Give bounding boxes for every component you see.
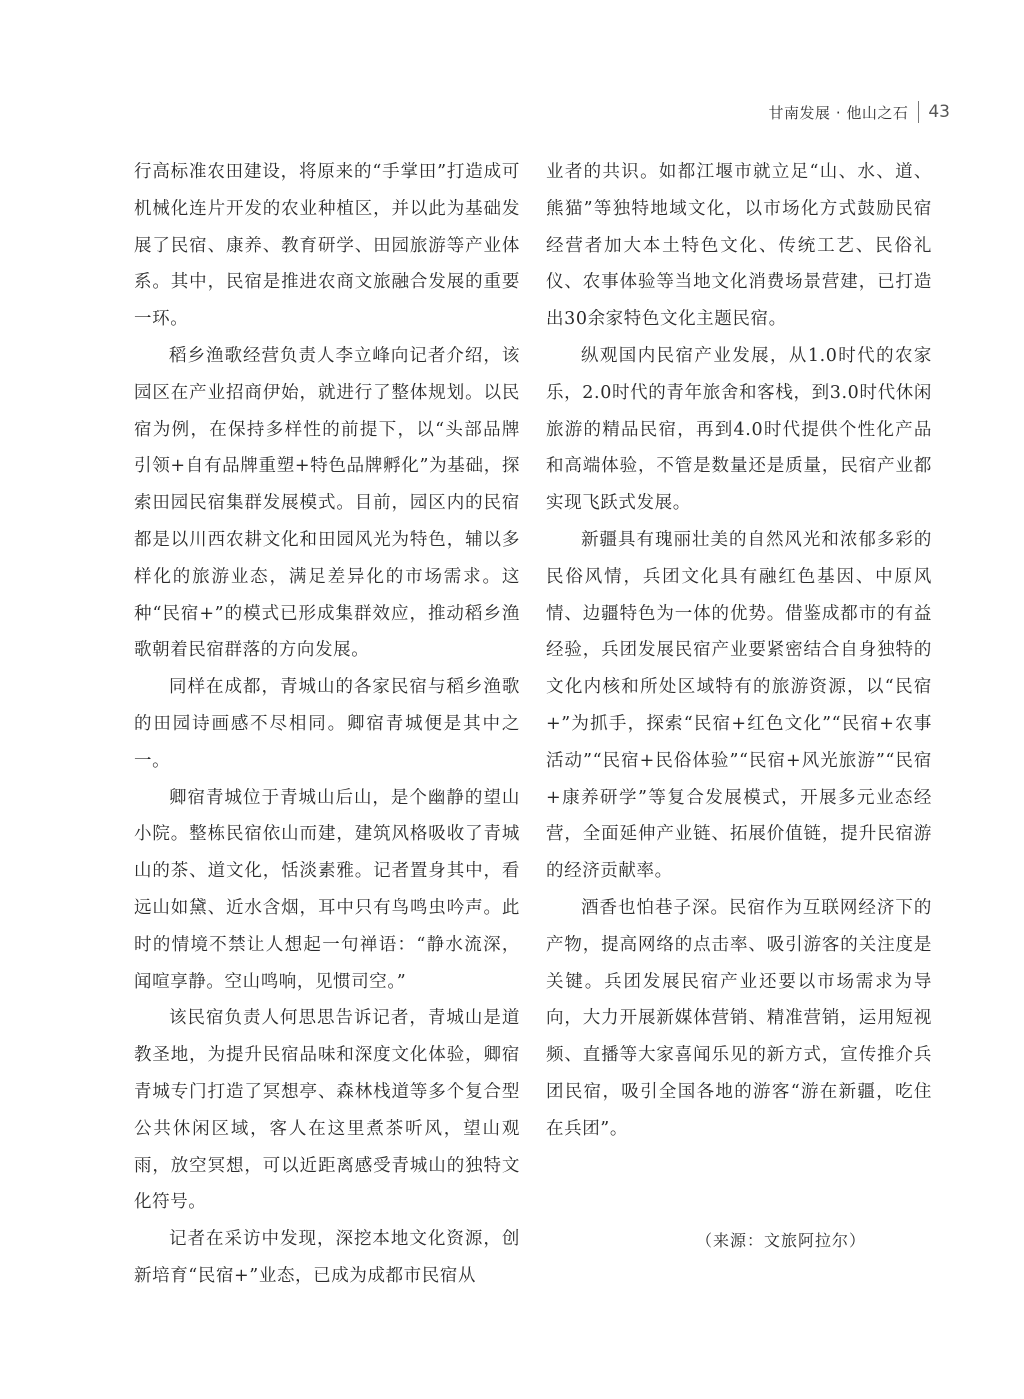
header-divider (918, 101, 919, 123)
paragraph: 纵观国内民宿产业发展，从1.0时代的农家乐，2.0时代的青年旅舍和客栈，到3.0时代休闲旅游的精品民宿，再到4.0时代提供个性化产品和高端体验，不管是数量还是质量，民宿产业都实现飞跃式发展。 (546, 345, 932, 514)
paragraph: 行高标准农田建设，将原来的“手掌田”打造成可机械化连片开发的农业种植区，并以此为基础发展了民宿、康养、教育研学、田园旅游等产业体系。其中，民宿是推进农商文旅融合发展的重要一环。 (134, 162, 520, 330)
left-column (134, 154, 520, 1295)
paragraph: 业者的共识。如都江堰市就立足“山、水、道、熊猫”等独特地域文化，以市场化方式鼓励民宿经营者加大本土特色文化、传统工艺、民俗礼仪、农事体验等当地文化消费场景营建，已打造出30余家特色文化主题民宿。 (546, 162, 932, 330)
article-source: （来源：文旅阿拉尔） (696, 1231, 867, 1250)
right-column (546, 154, 932, 1148)
paragraph: 酒香也怕巷子深。民宿作为互联网经济下的产物，提高网络的点击率、吸引游客的关注度是关键。兵团发展民宿产业还要以市场需求为导向，大力开展新媒体营销、精准营销，运用短视频、直播等大家喜闻乐见的新方式，宣传推介兵团民宿，吸引全国各地的游客“游在新疆，吃住在兵团”。 (546, 897, 932, 1139)
paragraph: 稻乡渔歌经营负责人李立峰向记者介绍，该园区在产业招商伊始，就进行了整体规划。以民宿为例，在保持多样性的前提下，以“头部品牌引领+自有品牌重塑+特色品牌孵化”为基础，探索田园民宿集群发展模式。目前，园区内的民宿都是以川西农耕文化和田园风光为特色，辅以多样化的旅游业态，满足差异化的市场需求。这种“民宿+”的模式已形成集群效应，推动稻乡渔歌朝着民宿群落的方向发展。 (134, 345, 520, 661)
paragraph: 记者在采访中发现，深挖本地文化资源，创新培育“民宿+”业态，已成为成都市民宿从 (134, 1229, 520, 1286)
paragraph: 该民宿负责人何思思告诉记者，青城山是道教圣地，为提升民宿品味和深度文化体验，卿宿青城专门打造了冥想亭、森林栈道等多个复合型公共休闲区域，客人在这里煮茶听风，望山观雨，放空冥想，可以近距离感受青城山的独特文化符号。 (134, 1008, 520, 1213)
paragraph: 新疆具有瑰丽壮美的自然风光和浓郁多彩的民俗风情，兵团文化具有融红色基因、中原风情、边疆特色为一体的优势。借鉴成都市的有益经验，兵团发展民宿产业要紧密结合自身独特的文化内核和所处区域特有的旅游资源，以“民宿+”为抓手，探索“民宿+红色文化”“民宿+农事活动”“民宿+民俗体验”“民宿+风光旅游”“民宿+康养研学”等复合发展模式，开展多元业态经营，全面延伸产业链、拓展价值链，提升民宿游的经济贡献率。 (546, 529, 932, 882)
running-header (769, 100, 950, 124)
header-section-title: 甘南发展 · 他山之石 (768, 103, 909, 122)
paragraph: 卿宿青城位于青城山后山，是个幽静的望山小院。整栋民宿依山而建，建筑风格吸收了青城山的茶、道文化，恬淡素雅。记者置身其中，看远山如黛、近水含烟，耳中只有鸟鸣虫吟声。此时的情境不禁让人想起一句禅语：“静水流深，闻喧享静。空山鸣响，见惯司空。” (134, 787, 520, 992)
paragraph: 同样在成都，青城山的各家民宿与稻乡渔歌的田园诗画感不尽相同。卿宿青城便是其中之一。 (134, 677, 520, 771)
page-number: 43 (928, 102, 950, 122)
